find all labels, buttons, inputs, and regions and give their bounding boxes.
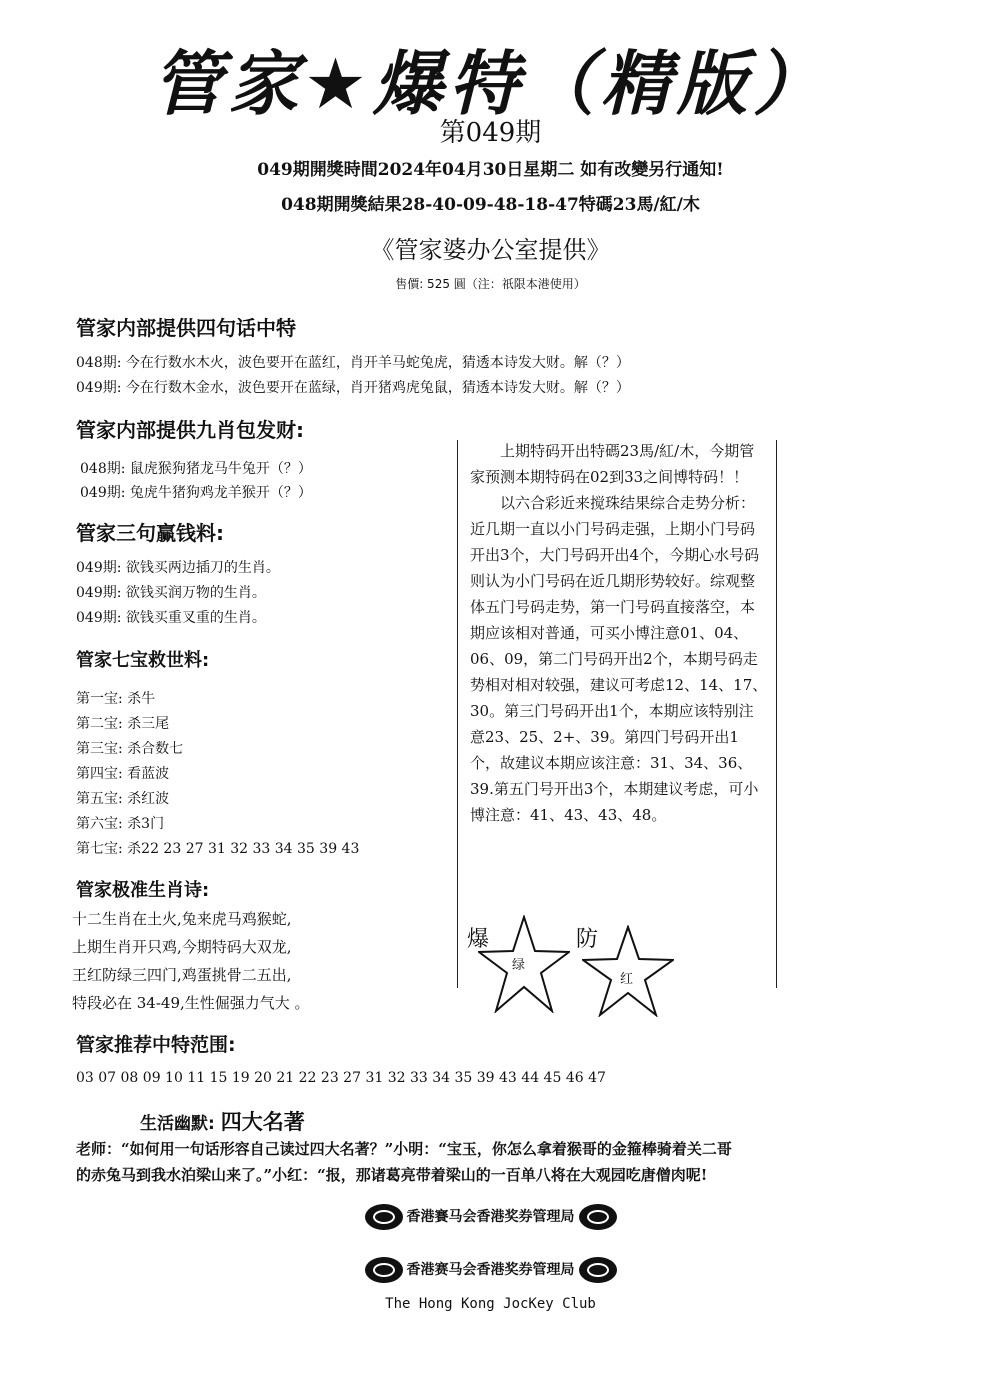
treasure-label: 第一宝:: [76, 691, 123, 707]
star2-color: 红: [620, 972, 634, 987]
humor-heading-label: 生活幽默:: [140, 1114, 215, 1134]
treasure-value: 看蓝波: [127, 766, 170, 782]
treasure-value: 杀合数七: [127, 741, 184, 757]
treasure-value: 杀红波: [127, 791, 170, 807]
treasure-label: 第七宝:: [76, 841, 123, 857]
treasure-row: [76, 763, 169, 783]
four-lines-row: 049期: 今在行数木金水，波色要开在蓝绿，肖开猪鸡虎兔鼠，猜透本诗发大财。解（？）: [76, 380, 630, 396]
treasure-value: 杀三尾: [127, 716, 170, 732]
treasure-row: [76, 713, 169, 733]
humor-line: 老师：“如何用一句话形容自己读过四大名著？”小明：“宝玉，你怎么拿着猴哥的金箍棒骑着关二哥: [76, 1140, 732, 1158]
page-title: 管家★爆特（精版）: [152, 43, 829, 125]
range-heading: 管家推荐中特范围:: [76, 1034, 236, 1056]
humor-line: 的赤兔马到我水泊梁山来了。”小红：“报，那诸葛亮带着梁山的一百单八将在大观园吃唐僧肉呢!: [76, 1166, 708, 1184]
jockey-club-emblem-icon: [579, 1204, 617, 1230]
four-lines-heading: 管家内部提供四句话中特: [76, 316, 296, 340]
treasure-value: 杀牛: [127, 691, 156, 707]
analysis-text: [470, 438, 768, 828]
three-lines-heading: 管家三句赢钱料:: [76, 521, 224, 545]
treasure-label: 第三宝:: [76, 741, 123, 757]
issue-number: 第049期: [439, 118, 542, 148]
poem-line: 特段必在 34-49,生性倔强力气大 。: [72, 994, 310, 1012]
poem-heading: 管家极准生肖诗:: [76, 880, 210, 901]
three-lines-row: 049期: 欲钱买两边插刀的生肖。: [76, 560, 280, 576]
humor-heading-title: 四大名著: [220, 1110, 305, 1134]
seven-treasures-heading: 管家七宝救世料:: [76, 650, 210, 671]
jockey-club-emblem-icon: [365, 1257, 403, 1283]
last-result: 048期開獎結果28-40-09-48-18-47特碼23馬/紅/木: [281, 195, 700, 215]
treasure-label: 第五宝:: [76, 791, 123, 807]
nine-zodiac-row: 049期: 兔虎牛猪狗鸡龙羊猴开（？）: [80, 485, 312, 501]
poem-line: 上期生肖开只鸡,今期特码大双龙,: [72, 938, 292, 956]
range-numbers: 03 07 08 09 10 11 15 19 20 21 22 23 27 31 32 33 34 35 39 43 44 45 46 47: [76, 1070, 606, 1086]
star1-label: 爆: [467, 927, 490, 952]
jockey-club-emblem-icon: [579, 1257, 617, 1283]
nine-zodiac-row: 048期: 鼠虎猴狗猪龙马牛兔开（？）: [80, 461, 312, 477]
org-row-2: [0, 1257, 981, 1283]
treasure-row: [76, 838, 359, 858]
treasure-row: [76, 813, 164, 833]
treasure-value: 杀22 23 27 31 32 33 34 35 39 43: [127, 841, 360, 857]
footer-english: The Hong Kong JocKey Club: [385, 1296, 596, 1312]
treasure-label: 第四宝:: [76, 766, 123, 782]
jockey-club-emblem-icon: [365, 1204, 403, 1230]
price-note: 售價: 525 圓（注：祇限本港使用）: [395, 277, 586, 291]
treasure-value: 杀3门: [127, 816, 165, 832]
treasure-row: [76, 688, 155, 708]
org-row-1: [0, 1204, 981, 1230]
poem-line: 十二生肖在土火,兔来虎马鸡猴蛇,: [72, 910, 292, 928]
star1-color: 绿: [512, 958, 526, 973]
four-lines-row: 048期: 今在行数水木火，波色要开在蓝红，肖开羊马蛇兔虎，猜透本诗发大财。解（？）: [76, 355, 630, 371]
org-name: 香港賽马会香港奖券管理局: [406, 1209, 575, 1225]
star2-label: 防: [576, 927, 599, 952]
org-name: 香港赛马会香港奖券管理局: [406, 1262, 575, 1278]
treasure-label: 第二宝:: [76, 716, 123, 732]
analysis-para2: 以六合彩近来搅珠结果综合走势分析：近几期一直以小门号码走强，上期小门号码开出3个，大门号码开出4个，今期心水号码则认为小门号码在近几期形势较好。综观整体五门号码走势，第一门号码直接落空，本期应该相对普通，可买小博注意01、04、06、09，第二门号码开出2个，本期号码走势相对相对较强，建议可考虑12、14、17、30。第三门号码开出1个，本期应该特别注意23、25、2+、39。第四门号码开出1个，故建议本期应该注意：31、34、36、39.第五门号开出3个，本期建议考虑，可小博注意：41、43、43、48。: [470, 494, 768, 824]
three-lines-row: 049期: 欲钱买润万物的生肖。: [76, 585, 266, 601]
treasure-row: [76, 788, 169, 808]
office-credit: 《管家婆办公室提供》: [370, 236, 611, 264]
humor-heading: [140, 1106, 305, 1136]
poem-line: 王红防绿三四门,鸡蛋挑骨二五出,: [72, 966, 292, 984]
three-lines-row: 049期: 欲钱买重叉重的生肖。: [76, 610, 266, 626]
treasure-row: [76, 738, 183, 758]
treasure-label: 第六宝:: [76, 816, 123, 832]
analysis-para1: 上期特码开出特碼23馬/紅/木，今期管家预测本期特码在02到33之间博特码！！: [470, 442, 755, 486]
draw-time: 049期開獎時間2024年04月30日星期二 如有改變另行通知!: [257, 160, 724, 180]
nine-zodiac-heading: 管家内部提供九肖包发财:: [76, 418, 304, 442]
